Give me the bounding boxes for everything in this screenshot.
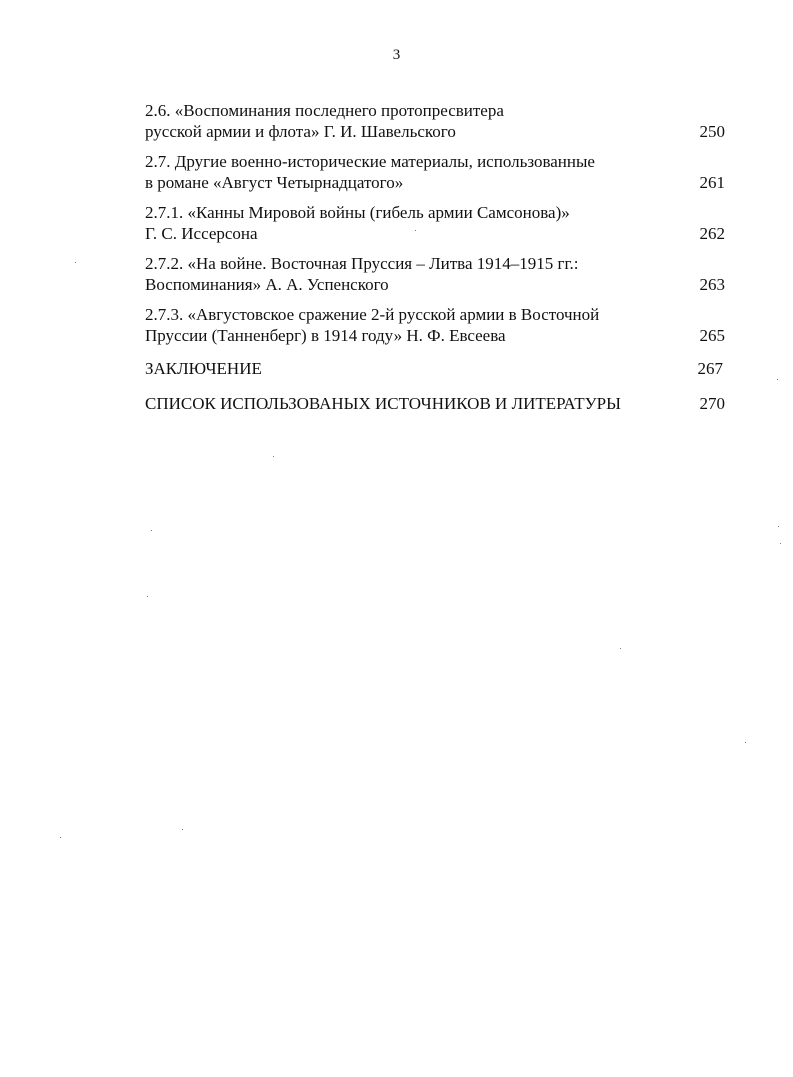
toc-entry-title-line: ЗАКЛЮЧЕНИЕ [145, 359, 262, 378]
toc-entry-page: 262 [699, 224, 725, 243]
toc-entry-2-7-2 [145, 253, 725, 295]
toc-entry-title-line: русской армии и флота» Г. И. Шавельского [145, 122, 456, 141]
toc-entry-page: 263 [699, 275, 725, 294]
toc-entry-conclusion [145, 358, 725, 379]
toc-entry-page: 270 [699, 394, 725, 413]
toc-entry-2-7 [145, 151, 725, 193]
scan-speck [273, 456, 274, 457]
table-of-contents [145, 100, 725, 414]
toc-entry-title-line: 2.6. «Воспоминания последнего протопресвитера [145, 101, 504, 120]
scan-speck [60, 837, 61, 838]
page-number: 3 [392, 47, 401, 63]
toc-entry-page: 261 [699, 173, 725, 192]
scan-speck [151, 530, 152, 531]
scan-speck [415, 230, 416, 231]
scan-speck [182, 829, 183, 830]
toc-entry-page: 265 [699, 326, 725, 345]
scan-speck [745, 742, 746, 743]
toc-entry-2-7-3 [145, 304, 725, 346]
toc-entry-title-line: 2.7.3. «Августовское сражение 2-й русской армии в Восточной [145, 305, 600, 324]
toc-entry-title-line: в романе «Август Четырнадцатого» [145, 173, 404, 192]
toc-entry-title-line: Г. С. Иссерсона [145, 224, 258, 243]
toc-entry-title-line: 2.7. Другие военно-исторические материалы, использованные [145, 152, 595, 171]
toc-entry-title-line: СПИСОК ИСПОЛЬЗОВАНЫХ ИСТОЧНИКОВ И ЛИТЕРАТУРЫ [145, 394, 621, 413]
scan-speck [75, 262, 76, 263]
scan-speck [147, 596, 148, 597]
toc-entry-title-line: Воспоминания» А. А. Успенского [145, 275, 389, 294]
toc-entry-title-line: Пруссии (Танненберг) в 1914 году» Н. Ф. Евсеева [145, 326, 506, 345]
toc-entry-2-6 [145, 100, 725, 142]
toc-entry-2-7-1 [145, 202, 725, 244]
scan-speck [780, 543, 781, 544]
toc-entry-page: 250 [699, 122, 725, 141]
toc-entry-title-line: 2.7.1. «Канны Мировой войны (гибель армии Самсонова)» [145, 203, 570, 222]
scan-speck [778, 526, 779, 527]
scan-speck [620, 648, 621, 649]
scan-speck [777, 379, 778, 380]
toc-entry-page: 267 [697, 359, 723, 378]
toc-entry-references [145, 393, 725, 414]
toc-entry-title-line: 2.7.2. «На войне. Восточная Пруссия – Литва 1914–1915 гг.: [145, 254, 579, 273]
